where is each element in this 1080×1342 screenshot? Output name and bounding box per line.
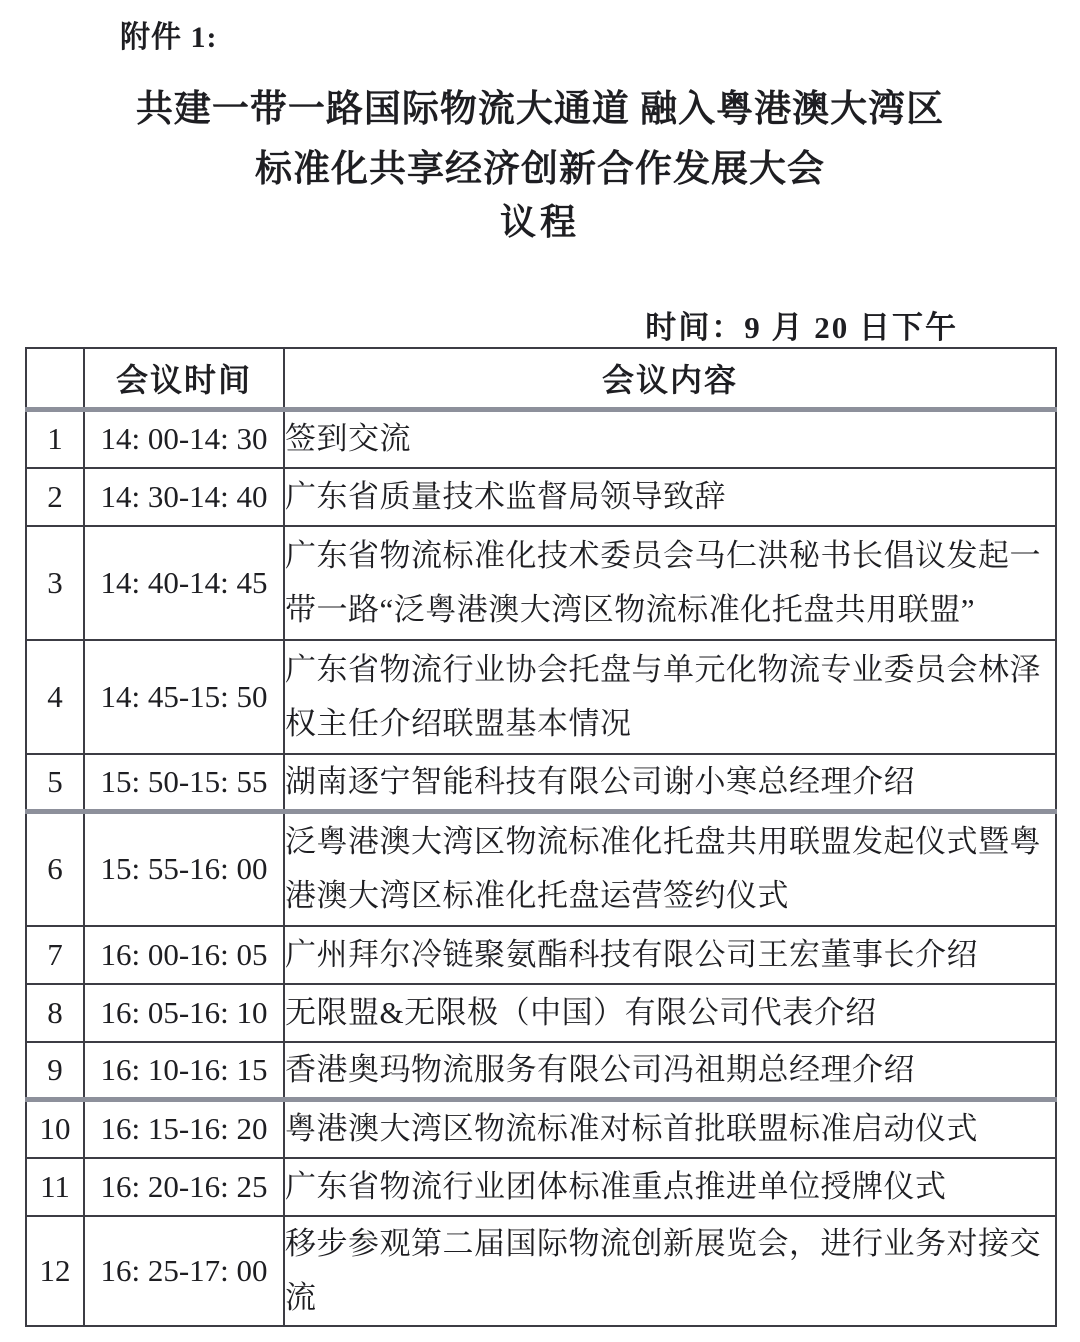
col-header-time: 会议时间 <box>84 348 284 410</box>
row-time: 14: 30-14: 40 <box>84 468 284 526</box>
row-time: 14: 00-14: 30 <box>84 410 284 468</box>
row-content: 移步参观第二届国际物流创新展览会，进行业务对接交流 <box>284 1216 1056 1326</box>
row-time: 16: 10-16: 15 <box>84 1042 284 1100</box>
row-index: 1 <box>26 410 84 468</box>
agenda-row-5 <box>26 754 1056 812</box>
row-content: 粤港澳大湾区物流标准对标首批联盟标准启动仪式 <box>284 1100 1056 1158</box>
row-content: 广东省质量技术监督局领导致辞 <box>284 468 1056 526</box>
row-time: 15: 50-15: 55 <box>84 754 284 812</box>
row-time: 16: 20-16: 25 <box>84 1158 284 1216</box>
row-index: 6 <box>26 812 84 926</box>
row-index: 9 <box>26 1042 84 1100</box>
agenda-row-2 <box>26 468 1056 526</box>
doc-title-line2: 标准化共享经济创新合作发展大会 <box>255 149 825 190</box>
agenda-row-8 <box>26 984 1056 1042</box>
row-index: 8 <box>26 984 84 1042</box>
agenda-row-1 <box>26 410 1056 468</box>
row-time: 16: 05-16: 10 <box>84 984 284 1042</box>
row-index: 2 <box>26 468 84 526</box>
agenda-row-3 <box>26 526 1056 640</box>
row-time: 16: 15-16: 20 <box>84 1100 284 1158</box>
row-content: 泛粤港澳大湾区物流标准化托盘共用联盟发起仪式暨粤港澳大湾区标准化托盘运营签约仪式 <box>284 812 1056 926</box>
row-index: 5 <box>26 754 84 812</box>
row-content: 广东省物流行业协会托盘与单元化物流专业委员会林泽权主任介绍联盟基本情况 <box>284 640 1056 754</box>
doc-subtitle-agenda: 议程 <box>499 202 580 242</box>
row-content: 湖南逐宁智能科技有限公司谢小寒总经理介绍 <box>284 754 1056 812</box>
doc-title-line1: 共建一带一路国际物流大通道 融入粤港澳大湾区 <box>135 89 945 130</box>
row-time: 16: 25-17: 00 <box>84 1216 284 1326</box>
row-index: 10 <box>26 1100 84 1158</box>
col-header-content: 会议内容 <box>284 348 1056 410</box>
agenda-row-11 <box>26 1158 1056 1216</box>
row-content: 广东省物流行业团体标准重点推进单位授牌仪式 <box>284 1158 1056 1216</box>
agenda-row-7 <box>26 926 1056 984</box>
agenda-row-9 <box>26 1042 1056 1100</box>
row-index: 4 <box>26 640 84 754</box>
agenda-row-10 <box>26 1100 1056 1158</box>
row-content: 签到交流 <box>284 410 1056 468</box>
agenda-row-12 <box>26 1216 1056 1326</box>
row-time: 14: 45-15: 50 <box>84 640 284 754</box>
row-content: 无限盟&无限极（中国）有限公司代表介绍 <box>284 984 1056 1042</box>
row-content: 香港奥玛物流服务有限公司冯祖期总经理介绍 <box>284 1042 1056 1100</box>
agenda-header-row <box>26 348 1056 410</box>
row-content: 广州拜尔冷链聚氨酯科技有限公司王宏董事长介绍 <box>284 926 1056 984</box>
row-index: 11 <box>26 1158 84 1216</box>
row-index: 7 <box>26 926 84 984</box>
attachment-label: 附件 1: <box>120 21 218 54</box>
row-index: 3 <box>26 526 84 640</box>
row-time: 16: 00-16: 05 <box>84 926 284 984</box>
row-time: 14: 40-14: 45 <box>84 526 284 640</box>
row-time: 15: 55-16: 00 <box>84 812 284 926</box>
col-header-index <box>26 348 84 410</box>
row-index: 12 <box>26 1216 84 1326</box>
meeting-time-note: 时间：9 月 20 日下午 <box>645 310 958 345</box>
agenda-table <box>25 347 1057 1327</box>
agenda-row-6 <box>26 812 1056 926</box>
row-content: 广东省物流标准化技术委员会马仁洪秘书长倡议发起一带一路“泛粤港澳大湾区物流标准化托盘共用联盟” <box>284 526 1056 640</box>
agenda-row-4 <box>26 640 1056 754</box>
